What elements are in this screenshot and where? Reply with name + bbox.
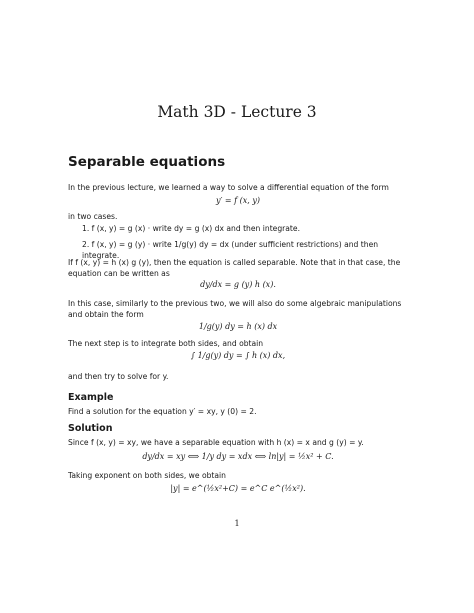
example-text: Find a solution for the equation y′ = xy, y (0) = 2.: [68, 407, 257, 416]
next-step-paragraph: The next step is to integrate both sides, and obtain: [68, 339, 264, 348]
equation-form: 1/g(y) dy = h (x) dx: [198, 322, 278, 331]
two-cases-text: in two cases.: [68, 212, 118, 221]
page-number: 1: [234, 519, 240, 528]
case-2-item: 2. f (x, y) = g (y) · write 1/g(y) dy = dx (under sufficient restrictions) and then integrate.: [82, 240, 379, 260]
exponent-paragraph: Taking exponent on both sides, we obtain: [68, 471, 226, 480]
separable-definition: If f (x, y) = h (x) g (y), then the equation is called separable. Note that in that case, the equation can be written as: [68, 258, 401, 278]
case-1-item: 1. f (x, y) = g (x) · write dy = g (x) dx and then integrate.: [82, 224, 300, 233]
equation-integrated: ∫ 1/g(y) dy = ∫ h (x) dx,: [190, 351, 286, 360]
equation-general: y′ = f (x, y): [216, 196, 260, 205]
page-title: Math 3D - Lecture 3: [157, 103, 317, 121]
example-heading: Example: [68, 392, 114, 403]
section-heading: Separable equations: [68, 154, 226, 170]
equation-solution: dy/dx = xy ⟺ 1/y dy = xdx ⟺ ln|y| = ½x² + C.: [142, 452, 334, 461]
solution-text: Since f (x, y) = xy, we have a separable equation with h (x) = x and g (y) = y.: [68, 438, 364, 447]
intro-paragraph: In the previous lecture, we learned a way to solve a differential equation of the form: [68, 183, 389, 192]
equation-exponent: |y| = e^(½x²+C) = e^C e^(½x²).: [170, 484, 306, 493]
equation-separable: dy/dx = g (y) h (x).: [200, 280, 276, 289]
solution-heading: Solution: [68, 423, 113, 434]
solve-paragraph: and then try to solve for y.: [68, 372, 169, 381]
manipulation-paragraph: In this case, similarly to the previous two, we will also do some algebraic manipulations and obtain the form: [68, 299, 402, 319]
